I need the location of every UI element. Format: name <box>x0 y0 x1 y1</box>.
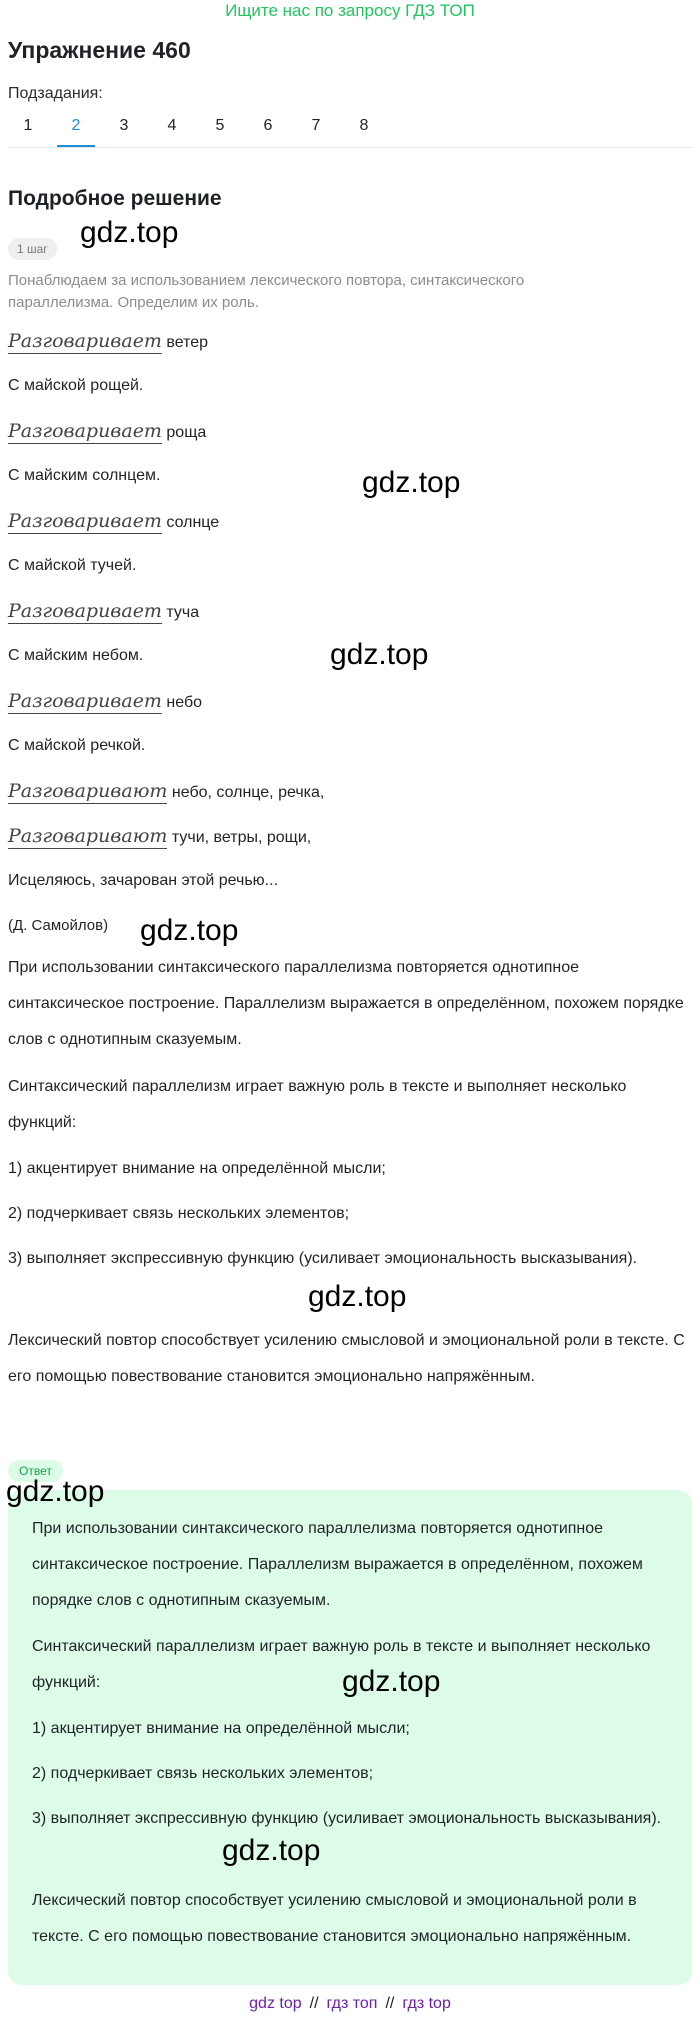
poem-author <box>8 915 108 937</box>
poem-text: небо, солнце, речка, <box>167 784 325 801</box>
watermark: gdz.top <box>308 1280 407 1313</box>
poem-text: Исцеляюсь, зачарован этой речью... <box>8 872 279 889</box>
poem-text: ветер <box>161 334 209 351</box>
poem-text: роща <box>161 424 207 441</box>
answer-paragraph: 1) акцентирует внимание на определённой мысли; <box>32 1720 410 1737</box>
answer-paragraph: При использовании синтаксического параллелизма повторяется однотипное синтаксическое построение. Параллелизм выражается в определённом, похожем порядке слов с однотипным сказуемым. <box>32 1520 643 1609</box>
subtask-tab-1[interactable]: 1 <box>23 117 33 134</box>
poem-line <box>8 825 311 849</box>
answer-paragraph: 2) подчеркивает связь нескольких элементов; <box>32 1765 374 1782</box>
step-badge: 1 шаг <box>8 238 57 260</box>
explanation-paragraph: 2) подчеркивает связь нескольких элементов; <box>8 1205 350 1222</box>
answer-paragraph: Синтаксический параллелизм играет важную роль в тексте и выполняет несколько функций: <box>32 1638 651 1691</box>
watermark: gdz.top <box>362 466 461 499</box>
subtasks-tabs <box>4 112 388 148</box>
poem-line <box>8 375 143 397</box>
poem-line <box>8 420 206 444</box>
subtask-tab-5[interactable]: 5 <box>215 117 225 134</box>
poem-line <box>8 330 208 354</box>
answer-badge: Ответ <box>8 1460 63 1482</box>
step-intro: Понаблюдаем за использованием лексического повтора, синтаксического параллелизма. Определим их роль. <box>8 272 525 311</box>
subtask-tab-2[interactable]: 2 <box>52 112 100 148</box>
poem-text: С майским небом. <box>8 647 144 664</box>
footer-link-gdz-top[interactable]: gdz top <box>249 1995 302 2012</box>
subtask-tab-4[interactable]: 4 <box>167 117 177 134</box>
solution-heading: Подробное решение <box>8 187 222 210</box>
handwritten-word: Разговаривают <box>8 825 168 847</box>
footer-separator: // <box>309 1995 319 2012</box>
explanation-paragraph: При использовании синтаксического параллелизма повторяется однотипное синтаксическое построение. Параллелизм выражается в определённом, похожем порядке слов с однотипным сказуемым. <box>8 959 684 1048</box>
watermark: gdz.top <box>140 914 239 947</box>
handwritten-word: Разговаривает <box>8 690 162 712</box>
subtask-tab-8[interactable]: 8 <box>359 117 369 134</box>
footer-separator: // <box>385 1995 395 2012</box>
watermark: gdz.top <box>6 1475 105 1508</box>
page-title: Упражнение 460 <box>8 37 191 63</box>
poem-text: небо <box>161 694 203 711</box>
poem-line <box>8 780 324 804</box>
poem-text: солнце <box>161 514 220 531</box>
explanation-paragraph: 1) акцентирует внимание на определённой мысли; <box>8 1160 386 1177</box>
handwritten-word: Разговаривают <box>8 780 168 802</box>
poem-line <box>8 645 143 667</box>
subtask-tab-6[interactable]: 6 <box>263 117 273 134</box>
poem-line <box>8 555 136 577</box>
footer-link-gdz-top-mixed[interactable]: гдз top <box>402 1995 451 2012</box>
tabs-divider <box>8 147 692 148</box>
poem-line <box>8 510 219 534</box>
poem-text: туча <box>161 604 200 621</box>
explanation-paragraph: Синтаксический параллелизм играет важную роль в тексте и выполняет несколько функций: <box>8 1078 627 1131</box>
poem-line <box>8 735 145 757</box>
poem-line <box>8 870 278 892</box>
watermark: gdz.top <box>330 638 429 671</box>
poem-text: тучи, ветры, рощи, <box>167 829 312 846</box>
handwritten-word: Разговаривает <box>8 330 162 352</box>
answer-paragraph: Лексический повтор способствует усилению смысловой и эмоциональной роли в тексте. С его помощью повествование становится эмоционально напряжённым. <box>32 1892 637 1945</box>
poem-line <box>8 690 202 714</box>
subtask-tab-3[interactable]: 3 <box>119 117 129 134</box>
footer-links <box>0 1993 700 2015</box>
answer-paragraph: 3) выполняет экспрессивную функцию (усиливает эмоциональность высказывания). <box>32 1810 662 1827</box>
handwritten-word: Разговаривает <box>8 600 162 622</box>
poem-text: С майской тучей. <box>8 557 137 574</box>
explanation-paragraph: Лексический повтор способствует усилению смысловой и эмоциональной роли в тексте. С его помощью повествование становится эмоционально напряжённым. <box>8 1332 685 1385</box>
search-hint-banner: Ищите нас по запросу ГДЗ ТОП <box>225 1 475 20</box>
watermark: gdz.top <box>342 1665 441 1698</box>
handwritten-word: Разговаривает <box>8 510 162 532</box>
handwritten-word: Разговаривает <box>8 420 162 442</box>
poem-line <box>8 600 199 624</box>
watermark: gdz.top <box>222 1834 321 1867</box>
poem-text: С майским солнцем. <box>8 467 161 484</box>
subtask-tab-7[interactable]: 7 <box>311 117 321 134</box>
footer-link-gdz-top-ru[interactable]: гдз топ <box>326 1995 378 2012</box>
poem-line <box>8 465 160 487</box>
watermark: gdz.top <box>80 216 179 249</box>
poem-text: (Д. Самойлов) <box>8 917 109 934</box>
poem-text: С майской речкой. <box>8 737 146 754</box>
explanation-paragraph: 3) выполняет экспрессивную функцию (усиливает эмоциональность высказывания). <box>8 1250 638 1267</box>
subtasks-label: Подзадания: <box>8 85 103 102</box>
poem-text: С майской рощей. <box>8 377 144 394</box>
